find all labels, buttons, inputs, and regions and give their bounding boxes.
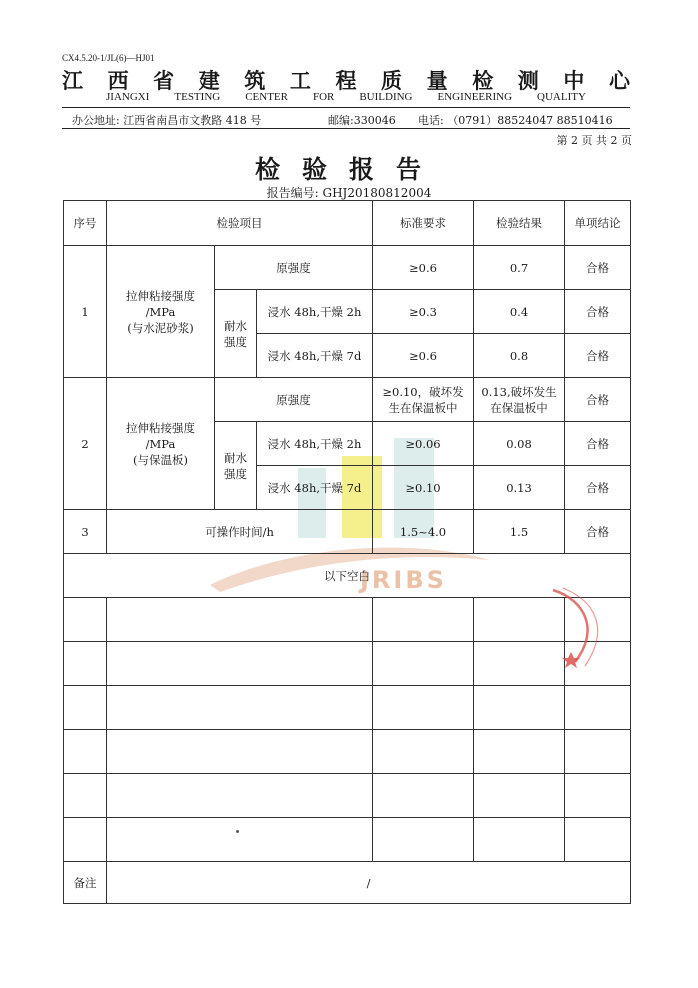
result-cell: 0.7 (474, 246, 565, 290)
condition-cell: 浸水 48h,干燥 7d (257, 466, 373, 510)
watermark-logo: JRIBS (360, 566, 447, 594)
empty-row (64, 730, 631, 774)
conclusion-cell: 合格 (565, 422, 631, 466)
empty-row (64, 818, 631, 862)
conclusion-cell: 合格 (565, 378, 631, 422)
table-row (64, 510, 631, 554)
group-2-seq: 2 (64, 378, 107, 510)
address: 办公地址: 江西省南昌市文教路 418 号 (72, 114, 262, 127)
report-number: 报告编号: GHJ20180812004 (266, 186, 432, 200)
condition-cell: 浸水 48h,干燥 2h (257, 422, 373, 466)
postcode: 邮编:330046 (328, 114, 396, 127)
result-cell: 1.5 (474, 510, 565, 554)
red-seal-stamp (545, 580, 615, 670)
conclusion-cell: 合格 (565, 510, 631, 554)
conclusion-cell: 合格 (565, 466, 631, 510)
speck (236, 830, 239, 833)
table-header-row (64, 201, 631, 246)
remark-value: / (107, 862, 631, 904)
conclusion-cell: 合格 (565, 246, 631, 290)
remark-row (64, 862, 631, 904)
report-title: 检验报告 (254, 155, 443, 184)
standard-cell: 1.5~4.0 (373, 510, 474, 554)
group-1-name: 拉伸粘接强度 /MPa (与水泥砂浆) (107, 246, 215, 378)
group-1-water-label: 耐水 强度 (215, 290, 257, 378)
results-table (63, 200, 631, 904)
conclusion-cell: 合格 (565, 334, 631, 378)
header-conclusion: 单项结论 (565, 201, 631, 246)
group-2-water-label: 耐水 强度 (215, 422, 257, 510)
blank-note: 以下空白 (64, 554, 631, 598)
standard-cell: ≥0.6 (373, 334, 474, 378)
header-seq: 序号 (64, 201, 107, 246)
empty-row (64, 774, 631, 818)
result-cell: 0.13 (474, 466, 565, 510)
standard-cell: ≥0.10，破坏发 生在保温板中 (373, 378, 474, 422)
empty-row (64, 686, 631, 730)
header-item: 检验项目 (107, 201, 373, 246)
standard-cell: ≥0.10 (373, 466, 474, 510)
header-standard: 标准要求 (373, 201, 474, 246)
group-1-seq: 1 (64, 246, 107, 378)
header-rule-top (62, 107, 630, 108)
group-2-name: 拉伸粘接强度 /MPa (与保温板) (107, 378, 215, 510)
group-2-original-label: 原强度 (215, 378, 373, 422)
conclusion-cell: 合格 (565, 290, 631, 334)
condition-cell: 浸水 48h,干燥 7d (257, 334, 373, 378)
row-3-seq: 3 (64, 510, 107, 554)
standard-cell: ≥0.06 (373, 422, 474, 466)
header-result: 检验结果 (474, 201, 565, 246)
result-cell: 0.08 (474, 422, 565, 466)
result-cell: 0.4 (474, 290, 565, 334)
condition-cell: 浸水 48h,干燥 2h (257, 290, 373, 334)
row-3-item: 可操作时间/h (107, 510, 373, 554)
organization-name-cn: 江 西 省 建 筑 工 程 质 量 检 测 中 心 (62, 68, 630, 93)
organization-name-en: JIANGXI TESTING CENTER FOR BUILDING ENGINEERING QUALITY (106, 91, 586, 103)
header-rule-bottom (62, 128, 630, 129)
phone: 电话: （0791）88524047 88510416 (418, 114, 613, 127)
remark-label: 备注 (64, 862, 107, 904)
table-row (64, 378, 631, 422)
standard-cell: ≥0.3 (373, 290, 474, 334)
standard-cell: ≥0.6 (373, 246, 474, 290)
table-row (64, 246, 631, 290)
page-number: 第 2 页 共 2 页 (556, 134, 632, 147)
group-1-original-label: 原强度 (215, 246, 373, 290)
document-code: CX4.5.20-1/JL(6)—HJ01 (62, 53, 155, 63)
result-cell: 0.13,破坏发生 在保温板中 (474, 378, 565, 422)
result-cell: 0.8 (474, 334, 565, 378)
